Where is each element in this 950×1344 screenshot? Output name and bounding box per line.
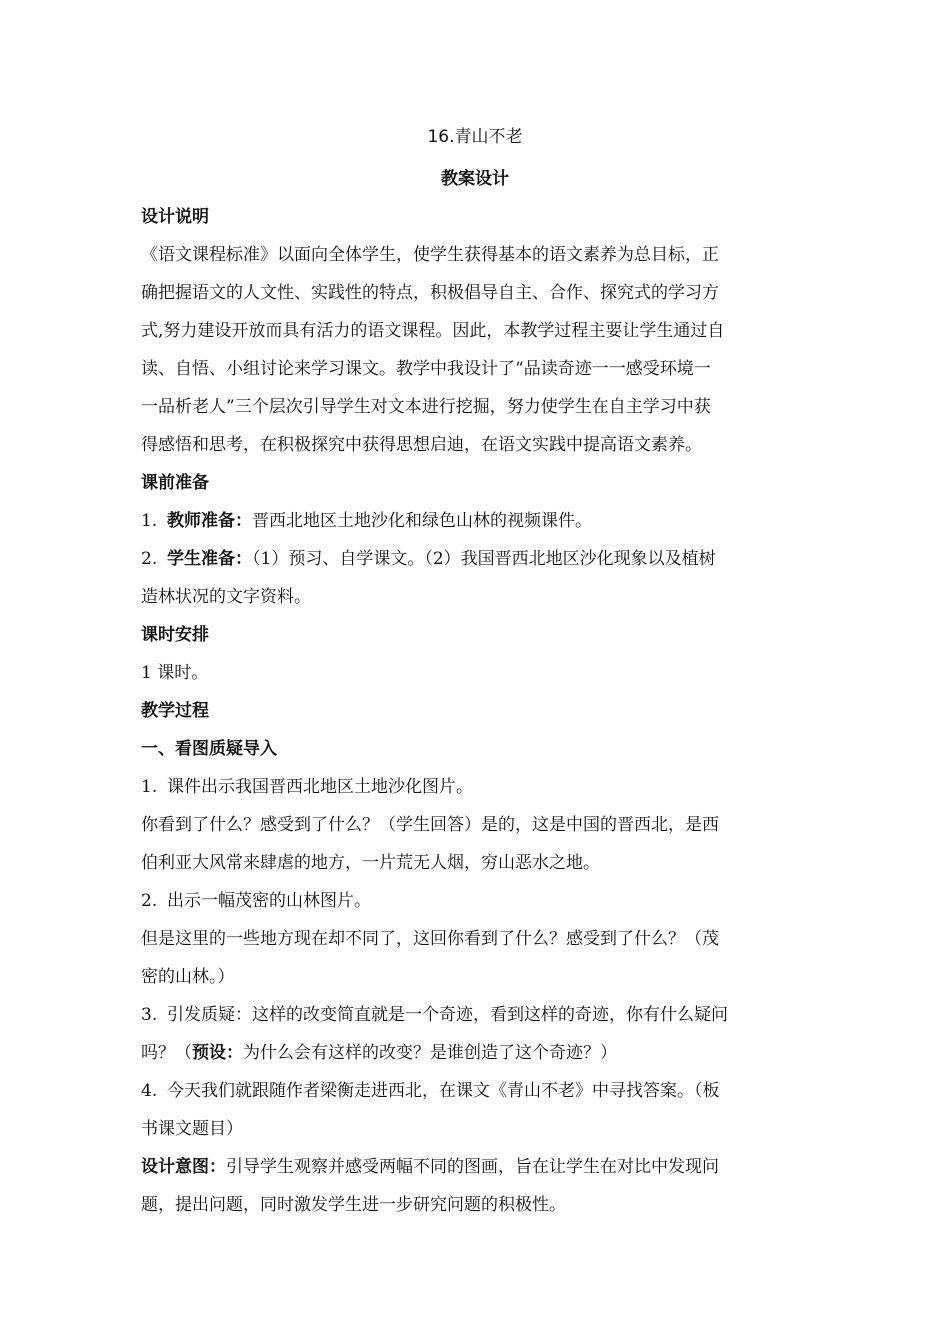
step-3: [141, 996, 809, 1034]
teacher-prep: [141, 502, 809, 540]
document-page: [141, 118, 809, 1224]
step-1-question: 你看到了什么？感受到了什么？（学生回答）是的，这是中国的晋西北，是西: [141, 815, 719, 835]
design-note-line: 读、自悟、小组讨论来学习课文。教学中我设计了“品读奇迹一一感受环境一: [141, 359, 711, 379]
step-2-text: 出示一幅茂密的山林图片。: [167, 891, 371, 911]
teacher-prep-label: 教师准备：: [167, 511, 252, 531]
step-2: [141, 882, 809, 920]
step-3-cont: [141, 1034, 809, 1072]
lesson-title: [141, 118, 809, 156]
design-intent-cont: 题，提出问题，同时激发学生进一步研究问题的积极性。: [141, 1195, 566, 1215]
student-prep-cont: 造林状况的文字资料。: [141, 587, 311, 607]
step-2-question-cont: 密的山林。）: [141, 967, 235, 987]
student-prep: [141, 540, 809, 578]
list-number: 1.: [141, 511, 158, 531]
list-number: 2.: [141, 549, 158, 569]
list-number: 3.: [141, 1005, 158, 1025]
design-note-line: 式,努力建设开放而具有活力的语文课程。因此，本教学过程主要让学生通过自: [141, 321, 725, 341]
lesson-title-text: 16.青山不老: [427, 127, 523, 147]
step-3-text: 引发质疑：这样的改变简直就是一个奇迹，看到这样的奇迹，你有什么疑问: [167, 1005, 728, 1025]
design-intent: [141, 1148, 809, 1186]
design-note-line: 确把握语文的人文性、实践性的特点，积极倡导自主、合作、探究式的学习方: [141, 283, 719, 303]
step-3-rest: 为什么会有这样的改变？是谁创造了这个奇迹？）: [243, 1043, 617, 1063]
step-4-cont: 书课文题目）: [141, 1119, 243, 1139]
lesson-subtitle: 教案设计: [441, 169, 509, 189]
design-intent-text: 引导学生观察并感受两幅不同的图画，旨在让学生在对比中发现问: [226, 1157, 719, 1177]
teacher-prep-text: 晋西北地区土地沙化和绿色山林的视频课件。: [252, 511, 592, 531]
schedule-heading: 课时安排: [141, 625, 209, 645]
prep-heading: 课前准备: [141, 473, 209, 493]
step-1: [141, 768, 809, 806]
design-note-heading: 设计说明: [141, 207, 209, 227]
list-number: 1.: [141, 777, 158, 797]
section-heading: 一、看图质疑导入: [141, 739, 277, 759]
list-number: 2.: [141, 891, 158, 911]
step-3-label: 预设：: [192, 1043, 243, 1063]
design-intent-label: 设计意图：: [141, 1157, 226, 1177]
step-2-question: 但是这里的一些地方现在却不同了，这回你看到了什么？感受到了什么？（茂: [141, 929, 719, 949]
list-number: 4.: [141, 1081, 158, 1101]
step-1-question-cont: 伯利亚大风常来肆虐的地方，一片荒无人烟，穷山恶水之地。: [141, 853, 600, 873]
student-prep-text: （1）预习、自学课文。（2）我国晋西北地区沙化现象以及植树: [252, 549, 716, 569]
step-1-text: 课件出示我国晋西北地区土地沙化图片。: [167, 777, 473, 797]
design-note-line: 得感悟和思考，在积极探究中获得思想启迪，在语文实践中提高语文素养。: [141, 435, 702, 455]
process-heading: 教学过程: [141, 701, 209, 721]
schedule-text: 1 课时。: [141, 663, 209, 683]
student-prep-label: 学生准备：: [167, 549, 252, 569]
design-note-line: 一品析老人”三个层次引导学生对文本进行挖掘，努力使学生在自主学习中获: [141, 397, 711, 417]
step-4: [141, 1072, 809, 1110]
design-note-line: 《语文课程标准》以面向全体学生，使学生获得基本的语文素养为总目标，正: [141, 245, 719, 265]
step-4-text: 今天我们就跟随作者梁衡走进西北，在课文《青山不老》中寻找答案。（板: [167, 1081, 720, 1101]
step-3-prefix: 吗？（: [141, 1043, 192, 1063]
